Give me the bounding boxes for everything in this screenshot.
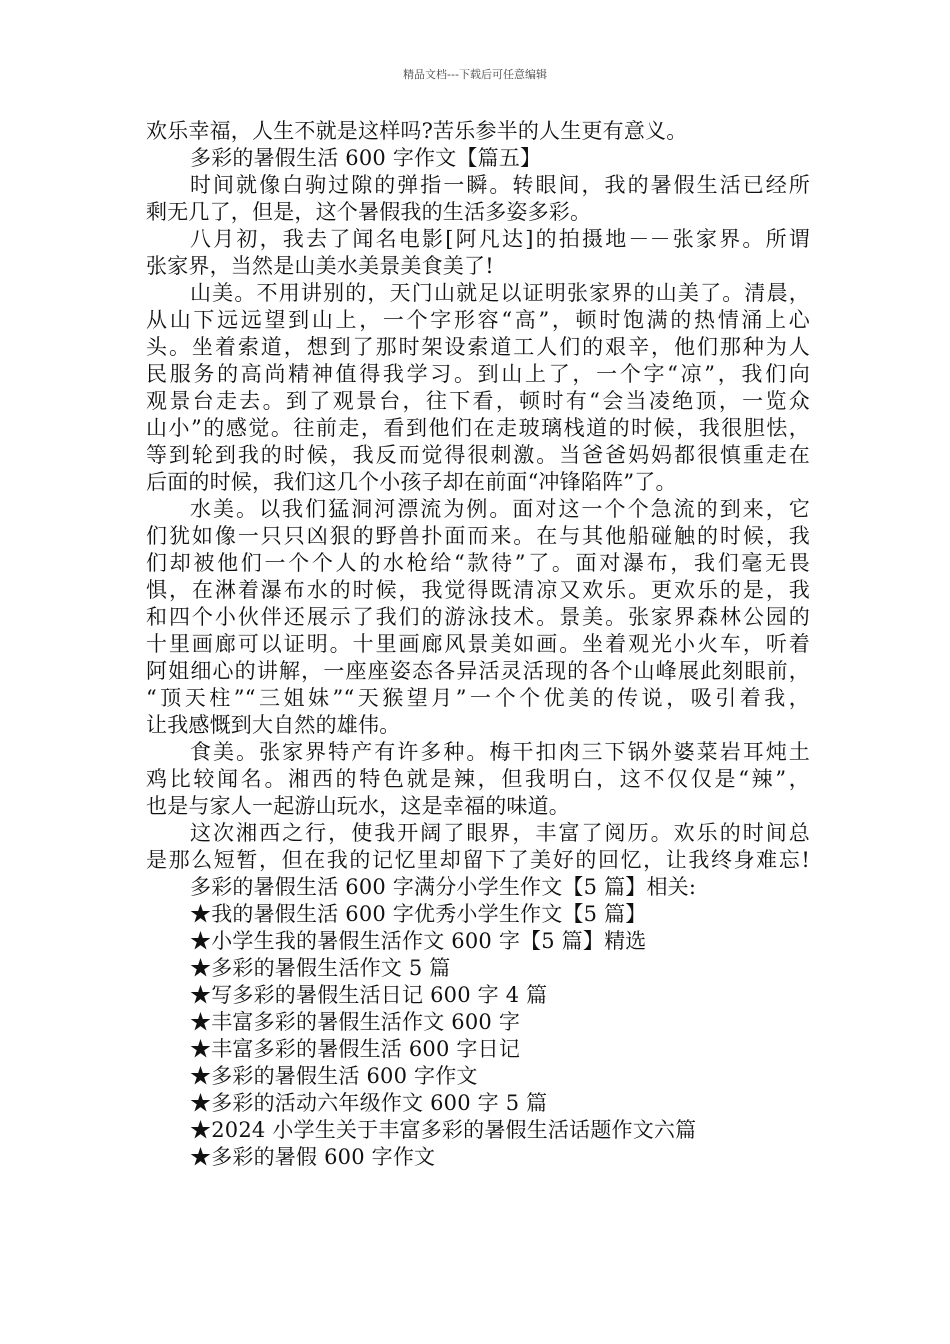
related-article-link[interactable]: ★丰富多彩的暑假生活作文 600 字 xyxy=(190,1010,521,1034)
text-line: 从山下远远望到山上，一个字形容“高”，顿时饱满的热情涌上心 xyxy=(146,308,810,332)
text-line: 张家界，当然是山美水美景美食美了! xyxy=(146,254,494,278)
text-line: 这次湘西之行，使我开阔了眼界，丰富了阅历。欢乐的时间总 xyxy=(190,821,810,845)
text-line: 欢乐幸福，人生不就是这样吗?苦乐参半的人生更有意义。 xyxy=(146,119,688,143)
text-line: 观景台走去。到了观景台，往下看，顿时有“会当凌绝顶，一览众 xyxy=(146,389,810,413)
text-line: 头。坐着索道，想到了那时架设索道工人们的艰辛，他们那种为人 xyxy=(146,335,810,359)
text-line: 们却被他们一个个人的水枪给“款待”了。面对瀑布，我们毫无畏 xyxy=(146,551,810,575)
related-article-link[interactable]: ★我的暑假生活 600 字优秀小学生作文【5 篇】 xyxy=(190,902,647,926)
text-line: 后面的时候，我们这几个小孩子却在前面“冲锋陷阵”了。 xyxy=(146,470,677,494)
text-line: 水美。以我们猛洞河漂流为例。面对这一个个急流的到来，它 xyxy=(190,497,810,521)
related-article-link[interactable]: ★丰富多彩的暑假生活 600 字日记 xyxy=(190,1037,521,1061)
related-article-link[interactable]: ★多彩的暑假生活 600 字作文 xyxy=(190,1064,478,1088)
related-article-link[interactable]: ★2024 小学生关于丰富多彩的暑假生活话题作文六篇 xyxy=(190,1118,697,1142)
text-line: 十里画廊可以证明。十里画廊风景美如画。坐着观光小火车，听着 xyxy=(146,632,810,656)
text-line: 也是与家人一起游山玩水，这是幸福的味道。 xyxy=(146,794,570,818)
text-line: 剩无几了，但是，这个暑假我的生活多姿多彩。 xyxy=(146,200,592,224)
related-article-link[interactable]: ★多彩的暑假 600 字作文 xyxy=(190,1145,436,1169)
text-line: “顶天柱”“三姐妹”“天猴望月”一个个优美的传说，吸引着我， xyxy=(146,686,810,710)
text-line: 八月初，我去了闻名电影[阿凡达]的拍摄地－－张家界。所谓 xyxy=(190,227,810,251)
related-article-link[interactable]: ★多彩的暑假生活作文 5 篇 xyxy=(190,956,451,980)
text-line: 食美。张家界特产有许多种。梅干扣肉三下锅外婆菜岩耳炖土 xyxy=(190,740,810,764)
text-line: 山美。不用讲别的，天门山就足以证明张家界的山美了。清晨， xyxy=(190,281,810,305)
text-line: 惧，在淋着瀑布水的时候，我觉得既清凉又欢乐。更欢乐的是，我 xyxy=(146,578,810,602)
page-header: 精品文档---下载后可任意编辑 xyxy=(403,68,547,81)
text-line: 让我感慨到大自然的雄伟。 xyxy=(146,713,401,737)
text-line: 们犹如像一只只凶狠的野兽扑面而来。在与其他船碰触的时候，我 xyxy=(146,524,810,548)
document-body xyxy=(146,118,810,1171)
related-article-link[interactable]: ★小学生我的暑假生活作文 600 字【5 篇】精选 xyxy=(190,929,647,953)
related-article-link[interactable]: ★写多彩的暑假生活日记 600 字 4 篇 xyxy=(190,983,548,1007)
text-line: 多彩的暑假生活 600 字满分小学生作文【5 篇】相关: xyxy=(190,875,697,899)
text-line: 和四个小伙伴还展示了我们的游泳技术。景美。张家界森林公园的 xyxy=(146,605,810,629)
text-line: 阿姐细心的讲解，一座座姿态各异活灵活现的各个山峰展此刻眼前， xyxy=(146,659,810,683)
text-line: 时间就像白驹过隙的弹指一瞬。转眼间，我的暑假生活已经所 xyxy=(190,173,810,197)
text-line: 鸡比较闻名。湘西的特色就是辣，但我明白，这不仅仅是“辣”， xyxy=(146,767,810,791)
text-line: 民服务的高尚精神值得我学习。到山上了，一个字“凉”，我们向 xyxy=(146,362,810,386)
text-line: 是那么短暂，但在我的记忆里却留下了美好的回忆，让我终身难忘! xyxy=(146,848,810,872)
text-line: 多彩的暑假生活 600 字作文【篇五】 xyxy=(190,146,542,170)
text-line: 山小”的感觉。往前走，看到他们在走玻璃栈道的时候，我很胆怯， xyxy=(146,416,810,440)
text-line: 等到轮到我的时候，我反而觉得很刺激。当爸爸妈妈都很慎重走在 xyxy=(146,443,810,467)
related-article-link[interactable]: ★多彩的活动六年级作文 600 字 5 篇 xyxy=(190,1091,548,1115)
